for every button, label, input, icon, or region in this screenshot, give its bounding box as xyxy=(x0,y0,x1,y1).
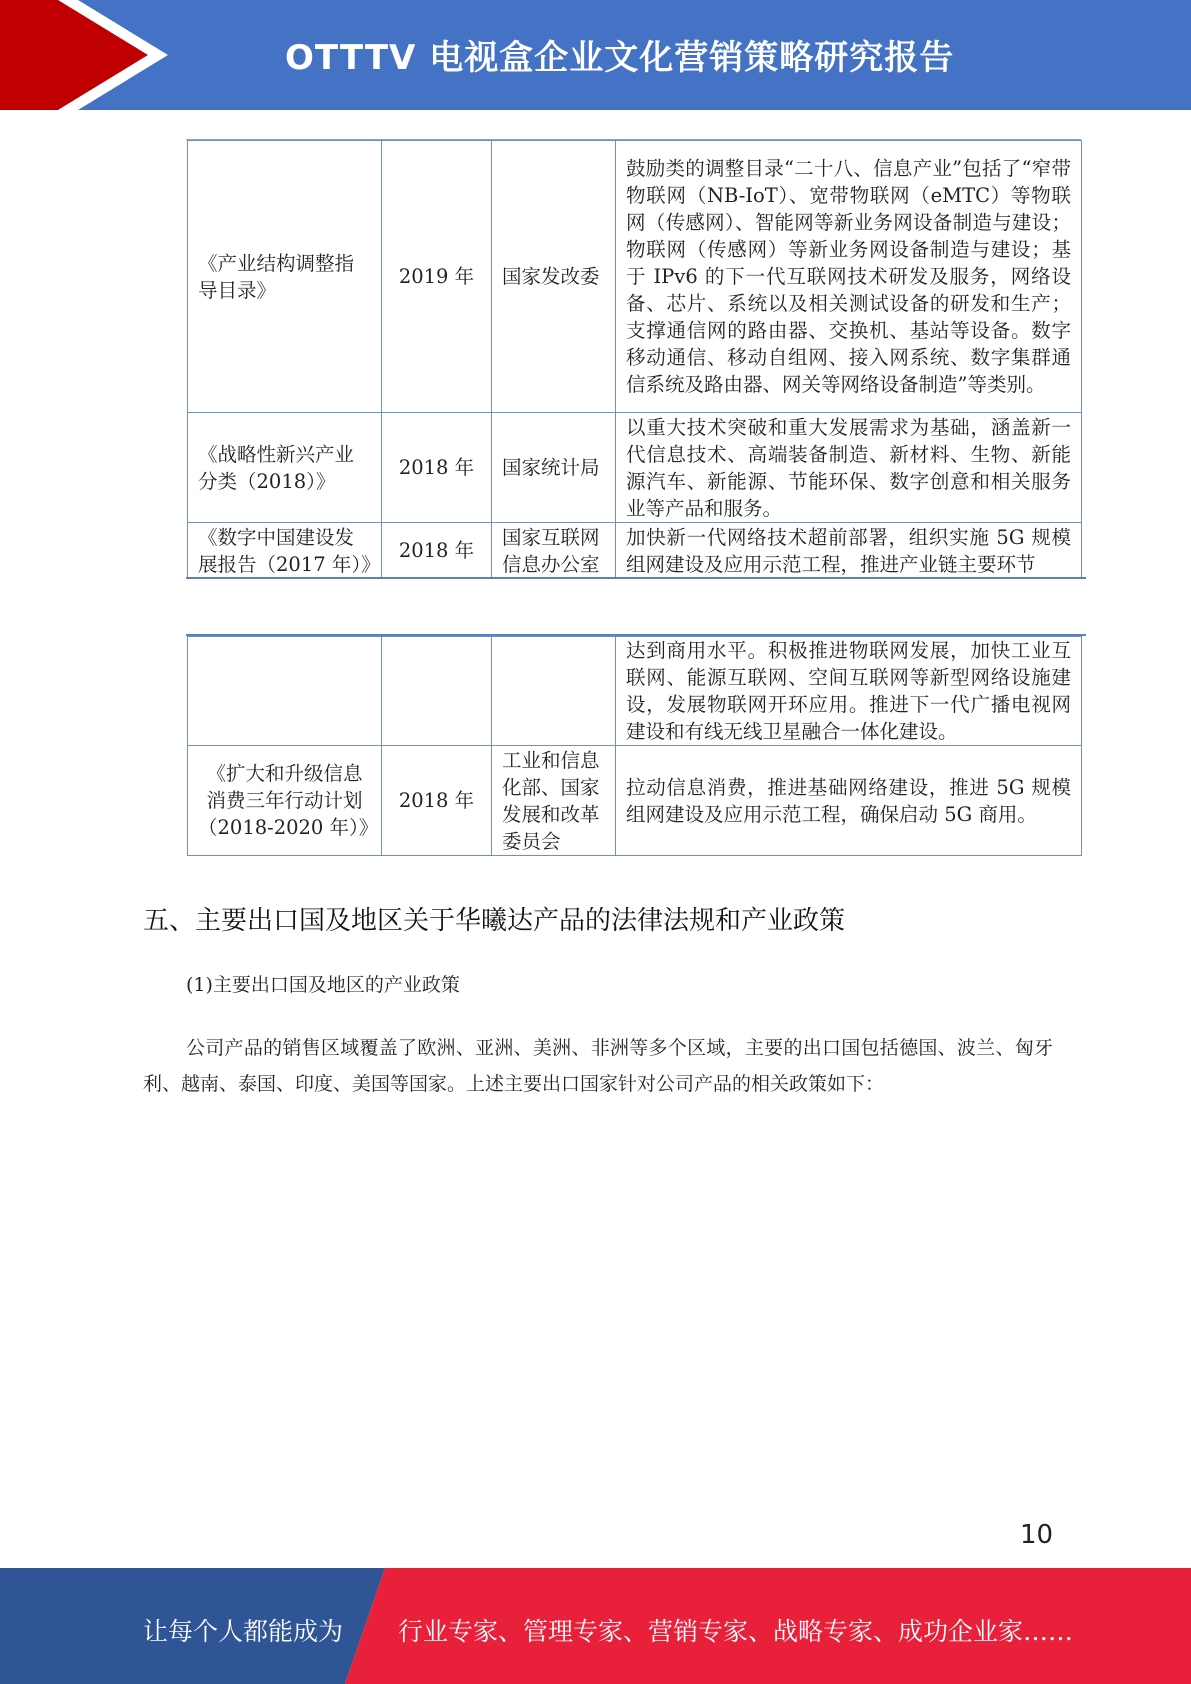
policy-department-cell xyxy=(492,637,616,746)
table-row xyxy=(188,413,1082,523)
table-row xyxy=(188,523,1082,579)
policy-name-cell xyxy=(188,637,382,746)
page-footer xyxy=(0,1568,1191,1684)
policy-year-cell: 2018 年 xyxy=(382,746,492,856)
section-heading: 五、主要出口国及地区关于华曦达产品的法律法规和产业政策 xyxy=(143,906,846,936)
policy-department-cell: 国家互联网信息办公室 xyxy=(492,523,616,579)
header-arrow-graphic xyxy=(0,0,200,110)
page-number: 10 xyxy=(1020,1520,1054,1550)
header-red-arrow xyxy=(0,0,148,110)
policy-table-part2 xyxy=(187,636,1082,856)
policy-department-cell: 国家发改委 xyxy=(492,141,616,413)
policy-year-cell: 2018 年 xyxy=(382,523,492,579)
document-title: OTTTV 电视盒企业文化营销策略研究报告 xyxy=(285,38,955,78)
table-row xyxy=(188,637,1082,746)
policy-content-cell: 以重大技术突破和重大发展需求为基础，涵盖新一代信息技术、高端装备制造、新材料、生物、新能源汽车、新能源、节能环保、数字创意和相关服务业等产品和服务。 xyxy=(616,413,1082,523)
table-row xyxy=(188,746,1082,856)
footer-slogan-left: 让每个人都能成为 xyxy=(143,1617,344,1646)
policy-content-cell: 拉动信息消费，推进基础网络建设，推进 5G 规模组网建设及应用示范工程，确保启动 5G 商用。 xyxy=(616,746,1082,856)
sub-heading: (1)主要出口国及地区的产业政策 xyxy=(186,974,460,996)
policy-name-cell: 《扩大和升级信息消费三年行动计划（2018-2020 年）》 xyxy=(188,746,382,856)
table-row xyxy=(188,141,1082,413)
policy-content-cell: 加快新一代网络技术超前部署，组织实施 5G 规模组网建设及应用示范工程，推进产业链主要环节 xyxy=(616,523,1082,579)
body-paragraph: 公司产品的销售区域覆盖了欧洲、亚洲、美洲、非洲等多个区域，主要的出口国包括德国、波兰、匈牙利、越南、泰国、印度、美国等国家。上述主要出口国家针对公司产品的相关政策如下： xyxy=(143,1037,1053,1095)
page-header xyxy=(0,0,1191,110)
table-bottom-shadow xyxy=(186,577,1086,579)
policy-content-cell: 鼓励类的调整目录“二十八、信息产业”包括了“窄带物联网（NB-IoT）、宽带物联网（eMTC）等物联网（传感网）、智能网等新业务网设备制造与建设；物联网（传感网）等新业务网设备制造与建设；基于 IPv6 的下一代互联网技术研发及服务，网络设备、芯片、系统以及相关测试设备的研发和生产；支撑通信网的路由器、交换机、基站等设备。数字移动通信、移动自组网、接入网系统、数字集群通信系统及路由器、网关等网络设备制造”等类别。 xyxy=(616,141,1082,413)
policy-name-cell: 《战略性新兴产业分类（2018）》 xyxy=(188,413,382,523)
policy-department-cell: 工业和信息化部、国家发展和改革委员会 xyxy=(492,746,616,856)
policy-year-cell: 2018 年 xyxy=(382,413,492,523)
policy-year-cell xyxy=(382,637,492,746)
policy-year-cell: 2019 年 xyxy=(382,141,492,413)
policy-department-cell: 国家统计局 xyxy=(492,413,616,523)
policy-table-part1 xyxy=(187,140,1082,579)
policy-content-cell: 达到商用水平。积极推进物联网发展，加快工业互联网、能源互联网、空间互联网等新型网络设施建设，发展物联网开环应用。推进下一代广播电视网建设和有线无线卫星融合一体化建设。 xyxy=(616,637,1082,746)
policy-name-cell: 《产业结构调整指导目录》 xyxy=(188,141,382,413)
footer-slogan-right: 行业专家、管理专家、营销专家、战略专家、成功企业家…… xyxy=(398,1617,1074,1646)
policy-name-cell: 《数字中国建设发展报告（2017 年）》 xyxy=(188,523,382,579)
